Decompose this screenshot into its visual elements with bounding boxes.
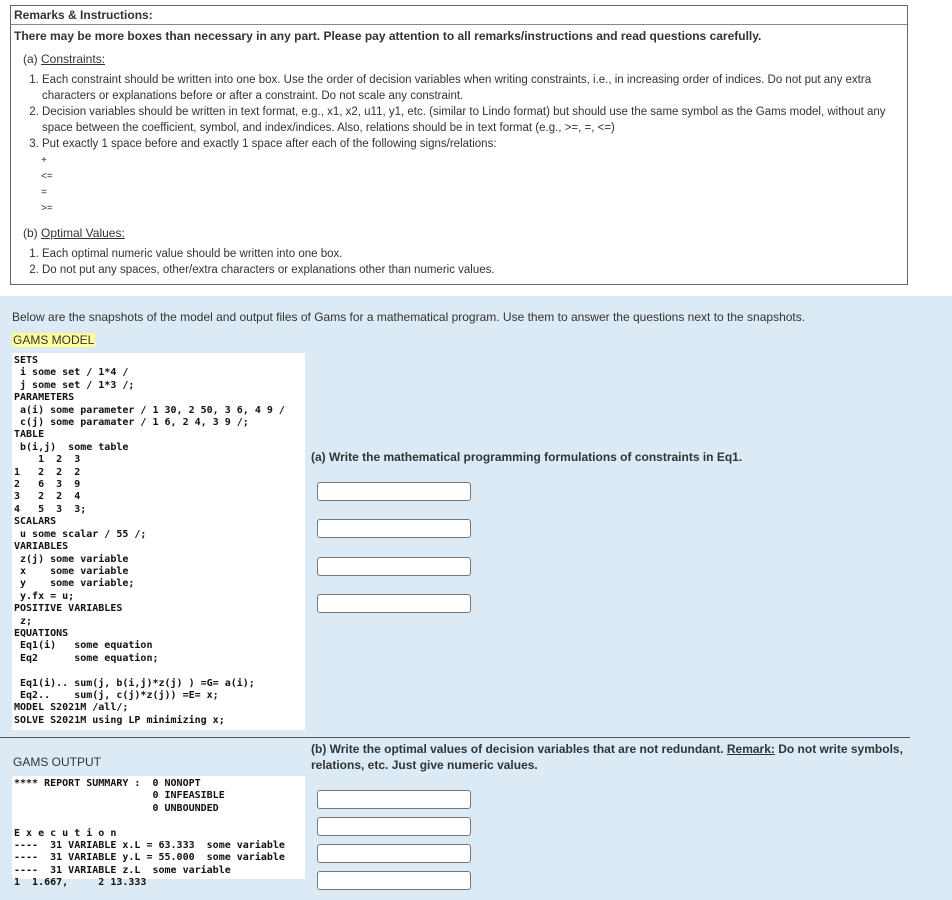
section-b-title-text: Optimal Values: xyxy=(41,226,125,240)
section-a-title-text: Constraints: xyxy=(41,52,106,66)
remarks-box xyxy=(10,5,908,285)
answer-box-a1[interactable] xyxy=(317,482,471,501)
answer-box-a3[interactable] xyxy=(317,557,471,576)
section-b-title: (b) Optimal Values: xyxy=(23,226,125,240)
answer-box-a2[interactable] xyxy=(317,519,471,538)
question-b xyxy=(311,741,911,773)
signs-list xyxy=(41,153,53,217)
section-b-list xyxy=(27,246,495,278)
remarks-divider xyxy=(11,24,907,25)
section-a-item: 3. Put exactly 1 space before and exactly 1 space after each of the following signs/relations: xyxy=(42,136,907,152)
answer-box-b4[interactable] xyxy=(317,871,471,890)
question-b-prefix: (b) Write the optimal values of decision variables that are not redundant. xyxy=(311,742,727,756)
answer-box-b2[interactable] xyxy=(317,817,471,836)
remarks-title: Remarks & Instructions: xyxy=(14,8,153,22)
section-a-item: 1. Each constraint should be written into one box. Use the order of decision variables when writing constraints, i.e., in increasing order of indices. Do not put any extra characters or explanations before or after a constraint. Do not scale any constraint. xyxy=(42,72,907,104)
question-a: (a) Write the mathematical programming formulations of constraints in Eq1. xyxy=(311,450,743,464)
intro-text: Below are the snapshots of the model and output files of Gams for a mathematical program. Use them to answer the questions next to the snapshots. xyxy=(12,310,806,324)
sign-le: <= xyxy=(41,171,53,182)
section-divider xyxy=(0,737,910,738)
gams-output-code: **** REPORT SUMMARY : 0 NONOPT 0 INFEASIBLE 0 UNBOUNDED E x e c u t i o n ---- 31 VARIABLE x.L = 63.333 some variable ---- 31 VARIABLE y.L = 55.000 some variable ---- 31 VARIABLE z.L some variable 1 1.667, 2 13.333 xyxy=(12,776,305,879)
section-b-item: 1. Each optimal numeric value should be written into one box. xyxy=(42,246,495,262)
answer-box-b3[interactable] xyxy=(317,844,471,863)
section-a-item: 2. Decision variables should be written in text format, e.g., x1, x2, u11, y1, etc. (similar to Lindo format) but should use the same symbol as the Gams model, without any space between the coefficient, symbol, and index/indices. Also, relations should be in text format (e.g., >=, =, <=) xyxy=(42,104,907,136)
answer-box-b1[interactable] xyxy=(317,790,471,809)
gams-model-code: SETS i some set / 1*4 / j some set / 1*3 /; PARAMETERS a(i) some parameter / 1 30, 2 50, 3 6, 4 9 / c(j) some paramater / 1 6, 2 4, 3 9 /; TABLE b(i,j) some table 1 2 3 1 2 2 2 2 6 3 9 3 2 2 4 4 5 3 3; SCALARS u some scalar / 55 /; VARIABLES z(j) some variable x some variable y some variable; y.fx = u; POSITIVE VARIABLES z; EQUATIONS Eq1(i) some equation Eq2 some equation; Eq1(i).. sum(j, b(i,j)*z(j) ) =G= a(i); Eq2.. sum(j, c(j)*z(j)) =E= x; MODEL S2021M /all/; SOLVE S2021M using LP minimizing x; xyxy=(12,353,305,730)
question-b-suffix: Do not write symbols, relations, etc. Just give numeric values. xyxy=(311,742,903,772)
sign-eq: = xyxy=(41,187,47,198)
gams-model-label: GAMS MODEL xyxy=(13,333,95,347)
sign-plus: + xyxy=(41,155,47,166)
section-a-title: (a) Constraints: xyxy=(23,52,106,66)
gams-output-label: GAMS OUTPUT xyxy=(13,755,102,769)
remarks-intro: There may be more boxes than necessary in any part. Please pay attention to all remarks/instructions and read questions carefully. xyxy=(14,29,762,43)
question-b-remark: Remark: xyxy=(726,742,775,756)
answer-box-a4[interactable] xyxy=(317,594,471,613)
section-b-item: 2. Do not put any spaces, other/extra characters or explanations other than numeric values. xyxy=(42,262,495,278)
sign-ge: >= xyxy=(41,203,53,214)
section-a-list xyxy=(27,72,907,152)
